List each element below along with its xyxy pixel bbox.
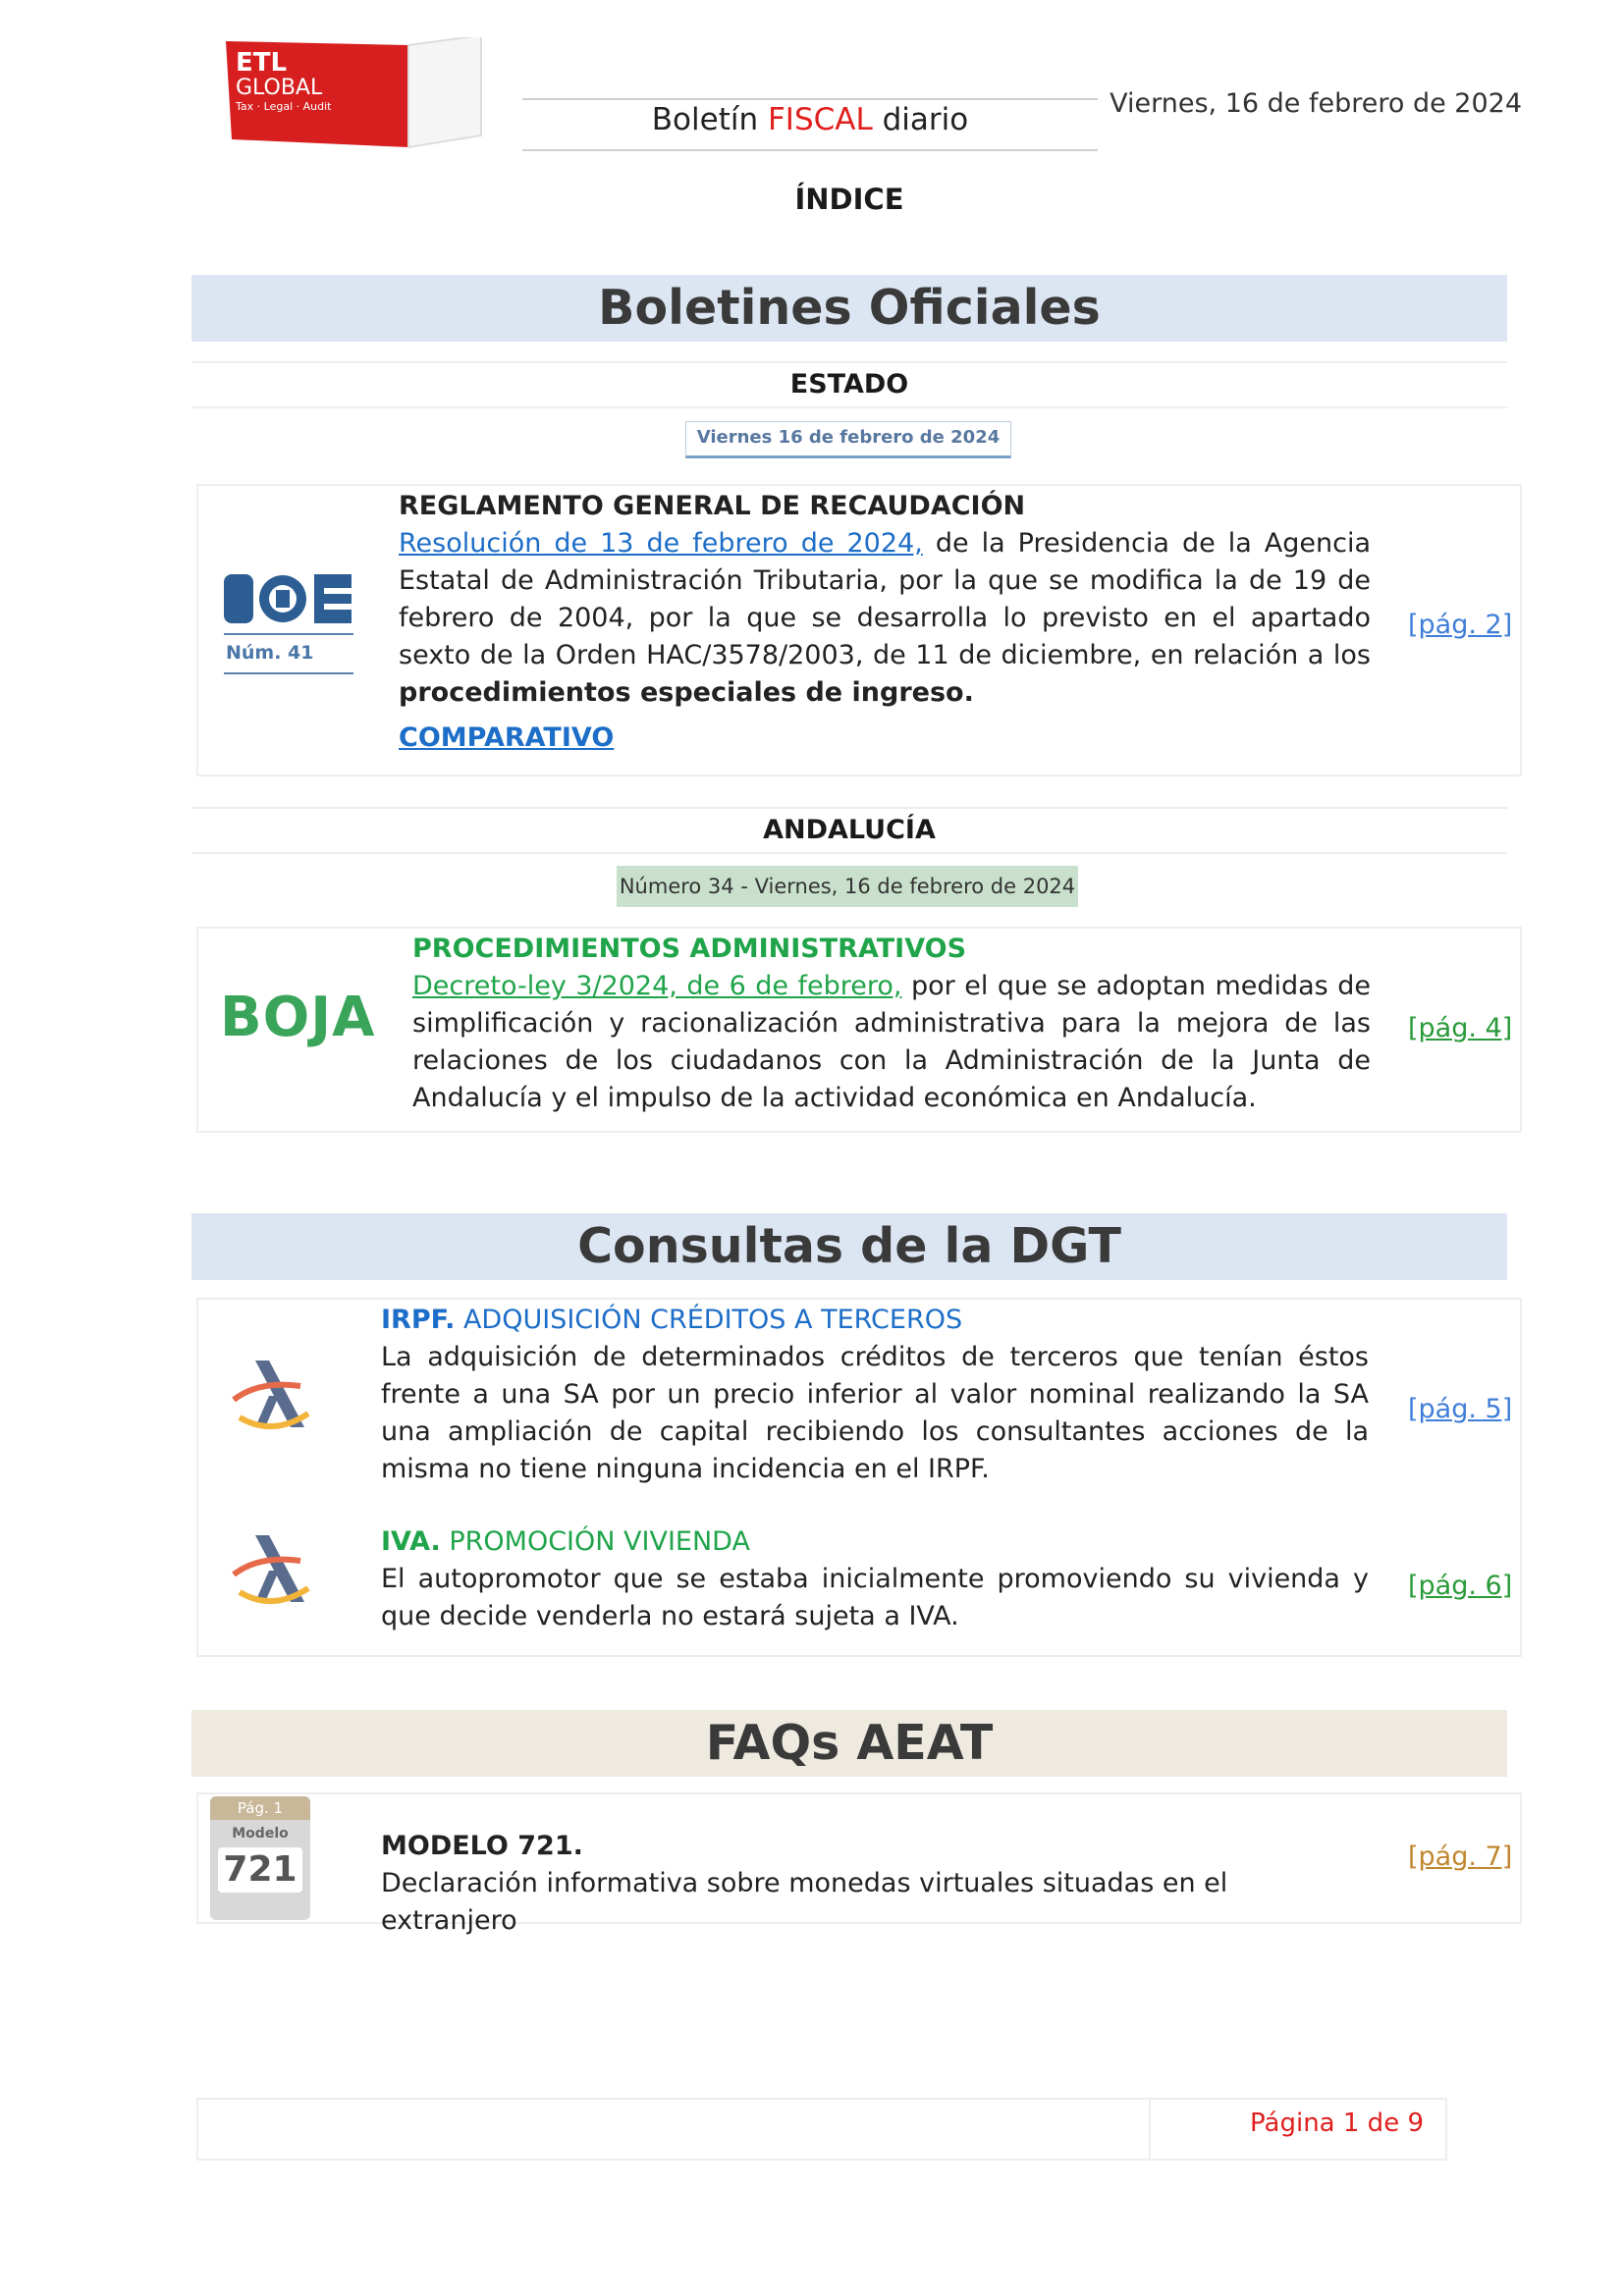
modelo-icon-label: Modelo <box>232 1826 289 1842</box>
modelo-icon-number: 721 <box>218 1847 302 1893</box>
estado-heading: ESTADO <box>191 361 1507 408</box>
boe-number: Núm. 41 <box>226 642 314 664</box>
title-rule-bottom <box>522 149 1098 151</box>
comparativo-link[interactable]: COMPARATIVO <box>399 722 615 753</box>
svg-text:GLOBAL: GLOBAL <box>236 76 323 100</box>
title-suffix: diario <box>872 102 969 137</box>
modelo-icon-top: Pág. 1 <box>210 1796 310 1820</box>
boja-date-pill: Número 34 - Viernes, 16 de febrero de 2024 <box>617 866 1078 907</box>
footer-divider <box>1149 2098 1151 2159</box>
boe-logo <box>224 570 353 686</box>
section-band-faqs: FAQs AEAT <box>191 1710 1507 1777</box>
dgt-item-2-heading: PROMOCIÓN VIVIENDA <box>440 1526 750 1557</box>
section-band-dgt: Consultas de la DGT <box>191 1213 1507 1280</box>
aeat-icon <box>230 1531 314 1612</box>
dgt-item-1-tag: IRPF. <box>381 1305 456 1335</box>
index-heading: ÍNDICE <box>794 183 904 216</box>
dgt-item-1-page-link[interactable]: [pág. 5] <box>1408 1394 1513 1424</box>
dgt-card <box>196 1298 1522 1657</box>
boja-decree-link[interactable]: Decreto-ley 3/2024, de 6 de febrero, <box>412 971 902 1001</box>
boja-page-link[interactable]: [pág. 4] <box>1408 1013 1513 1043</box>
svg-text:ETL: ETL <box>236 48 288 78</box>
boe-page-link[interactable]: [pág. 2] <box>1408 610 1513 640</box>
andalucia-heading: ANDALUCÍA <box>191 807 1507 854</box>
faqs-page-link[interactable]: [pág. 7] <box>1408 1842 1513 1872</box>
footer-page-number: Página 1 de 9 <box>1250 2109 1424 2138</box>
svg-text:Tax · Legal · Audit: Tax · Legal · Audit <box>236 100 332 113</box>
boe-item-title: REGLAMENTO GENERAL DE RECAUDACIÓN <box>399 491 1026 521</box>
dgt-item-2-page-link[interactable]: [pág. 6] <box>1408 1571 1513 1601</box>
dgt-item-1-heading: ADQUISICIÓN CRÉDITOS A TERCEROS <box>455 1305 963 1335</box>
boja-item-body <box>412 968 1371 1117</box>
boe-resolution-link[interactable]: Resolución de 13 de febrero de 2024, <box>399 528 923 559</box>
faqs-item-title: MODELO 721. <box>381 1831 583 1861</box>
faqs-item-body: Declaración informativa sobre monedas virtuales situadas en el extranjero <box>381 1868 1228 1936</box>
dgt-item-2-tag: IVA. <box>381 1526 441 1557</box>
boja-body-text: por el que se adoptan medidas de simplificación y racionalización administrativa para la mejora de las relaciones de los ciudadanos con la Administración de la Junta de Andalucía y el impulso de la actividad económica en Andalucía. <box>412 971 1371 1113</box>
dgt-item-1-body: La adquisición de determinados créditos de terceros que tenían éstos frente a una SA por un precio inferior al valor nominal realizando la SA una ampliación de capital recibiendo los consultantes acciones de la misma no tiene ninguna incidencia en el IRPF. <box>381 1342 1369 1484</box>
document-title <box>522 102 1098 137</box>
boja-item-title: PROCEDIMIENTOS ADMINISTRATIVOS <box>412 934 967 964</box>
document-date: Viernes, 16 de febrero de 2024 <box>1110 88 1522 119</box>
etl-global-logo <box>224 37 484 153</box>
title-prefix: Boletín <box>651 102 768 137</box>
section-band-boletines: Boletines Oficiales <box>191 275 1507 342</box>
dgt-item-2-body: El autopromotor que se estaba inicialmente promoviendo su vivienda y que decide venderla no estará sujeta a IVA. <box>381 1564 1369 1631</box>
aeat-icon <box>230 1357 314 1437</box>
modelo-721-icon <box>210 1796 310 1920</box>
boe-card <box>196 484 1522 776</box>
boja-card <box>196 927 1522 1133</box>
faqs-card <box>196 1792 1522 1936</box>
boe-body-bold: procedimientos especiales de ingreso. <box>399 677 974 708</box>
boe-body-text: de la Presidencia de la Agencia Estatal de Administración Tributaria, por la que se modifica la de 19 de febrero de 2004, por la que se desarrolla lo previsto en el apartado sexto de la Orden HAC/3578/2003, de 11 de diciembre, en relación a los <box>399 528 1372 670</box>
title-rule-top <box>522 98 1098 100</box>
title-accent: FISCAL <box>767 102 873 137</box>
dgt-item-2-title <box>381 1523 1363 1561</box>
dgt-item-1-title <box>381 1302 1363 1339</box>
boe-date-pill: Viernes 16 de febrero de 2024 <box>685 421 1011 458</box>
boe-item-body <box>399 525 1371 712</box>
boja-logo: BOJA <box>220 986 376 1049</box>
